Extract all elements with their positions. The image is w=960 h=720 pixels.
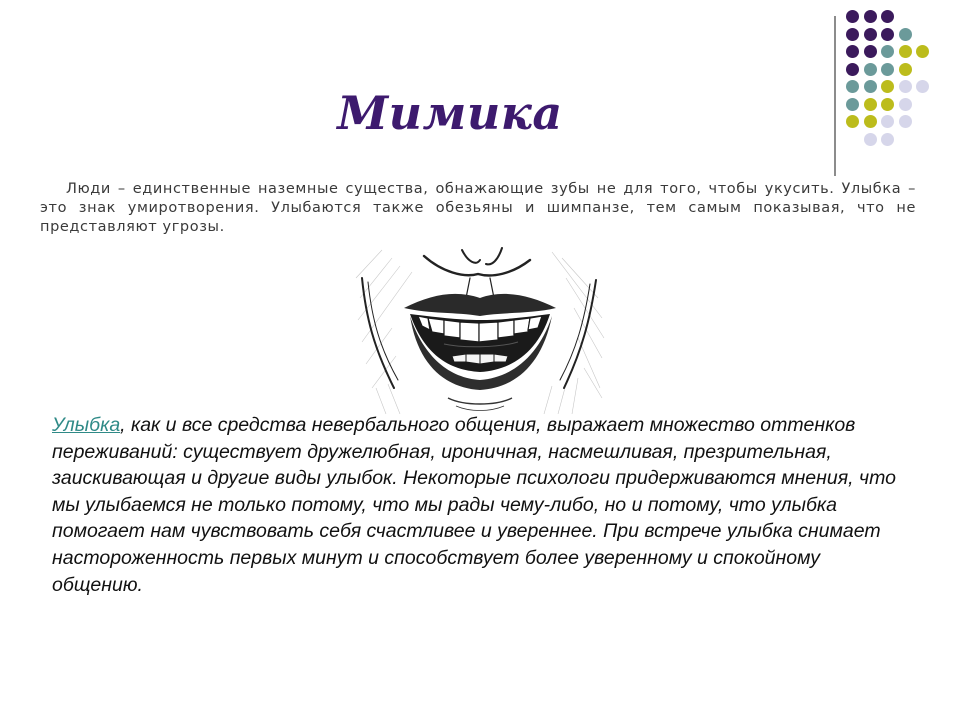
decorative-dot-grid <box>846 10 946 160</box>
decorative-dot <box>881 28 894 41</box>
decorative-dot <box>881 115 894 128</box>
decorative-dot <box>881 45 894 58</box>
decorative-dot <box>846 80 859 93</box>
decorative-dot <box>899 115 912 128</box>
decorative-dot <box>864 10 877 23</box>
decorative-dot <box>864 63 877 76</box>
decorative-dot <box>899 80 912 93</box>
main-paragraph-body: , как и все средства невербального общения, выражает множество оттенков переживаний: существует дружелюбная, ироничная, насмешливая, презрительная, заискивающая и другие виды улыбок. Некоторые психологи придерживаются мнения, что мы улыбаемся не только потому, что мы рады чему-либо, но и потому, что улыбка помогает нам чувствовать себя счастливее и увереннее. При встрече улыбка снимает настороженность первых минут и способствует более уверенному и спокойному общению. <box>52 414 896 596</box>
decorative-dot <box>846 28 859 41</box>
decorative-dot <box>846 115 859 128</box>
decorative-dot <box>846 63 859 76</box>
decorative-dot <box>881 63 894 76</box>
smiling-mouth-sketch <box>352 238 606 414</box>
intro-paragraph: Люди – единственные наземные существа, обнажающие зубы не для того, чтобы укусить. Улыбка – это знак умиротворения. Улыбаются также обезьяны и шимпанзе, тем самым показывая, что не представляют угрозы. <box>40 181 916 235</box>
decorative-divider <box>834 16 836 176</box>
decorative-dot <box>864 98 877 111</box>
decorative-dot <box>916 80 929 93</box>
decorative-dot <box>864 28 877 41</box>
slide-title: Мимика <box>337 86 563 140</box>
decorative-dot <box>899 98 912 111</box>
smile-link[interactable]: Улыбка <box>52 414 121 436</box>
decorative-dot <box>899 45 912 58</box>
decorative-dot <box>864 133 877 146</box>
decorative-dot <box>881 98 894 111</box>
decorative-dot <box>864 45 877 58</box>
decorative-dot <box>881 133 894 146</box>
decorative-dot <box>846 98 859 111</box>
decorative-dot <box>864 80 877 93</box>
main-paragraph <box>52 412 902 598</box>
decorative-dot <box>916 45 929 58</box>
decorative-dot <box>846 45 859 58</box>
decorative-dot <box>899 28 912 41</box>
decorative-dot <box>881 10 894 23</box>
decorative-dot <box>864 115 877 128</box>
decorative-dot <box>899 63 912 76</box>
decorative-dot <box>846 10 859 23</box>
decorative-dot <box>881 80 894 93</box>
